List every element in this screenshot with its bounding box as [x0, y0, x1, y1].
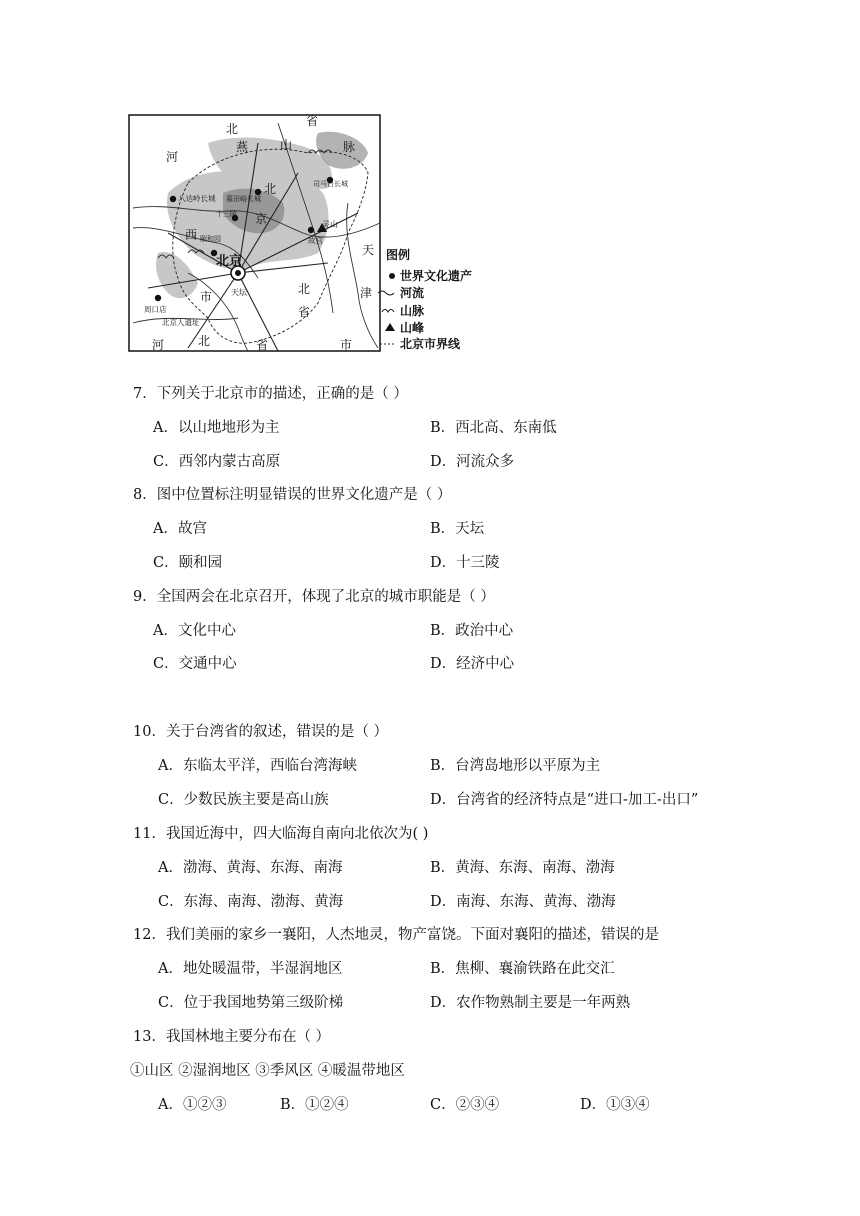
- option: A．故宫: [153, 521, 207, 537]
- question-stem: 10．关于台湾省的叙述，错误的是（ ）: [133, 724, 389, 740]
- option: A．①②③: [158, 1097, 227, 1113]
- legend-title: 图例: [386, 248, 411, 262]
- option: B．天坛: [430, 521, 485, 537]
- map-label: 周口店: [144, 305, 167, 314]
- option: C．颐和园: [153, 555, 223, 571]
- map-label: 天坛: [231, 288, 247, 297]
- option: D．①③④: [580, 1097, 650, 1113]
- question-stem: 8．图中位置标注明显错误的世界文化遗产是（ ）: [133, 487, 452, 503]
- map-label: 省: [306, 114, 319, 128]
- option: C．东海、南海、渤海、黄海: [158, 894, 344, 910]
- option: D．南海、东海、黄海、渤海: [430, 894, 616, 910]
- heritage-legend-icon: [389, 273, 395, 279]
- map-label: 天: [362, 243, 375, 257]
- question-stem: 13．我国林地主要分布在（ ）: [133, 1029, 331, 1045]
- mountain-legend-icon: [382, 310, 394, 313]
- map-label: 脉: [343, 140, 356, 154]
- option: A．东临太平洋，西临台湾海峡: [158, 758, 357, 774]
- beijing-map: [128, 113, 480, 360]
- map-label: 北京: [216, 254, 243, 269]
- map-label: 慕田峪长城: [226, 195, 261, 203]
- gugong-site-dot: [308, 227, 314, 233]
- zhoukoudian-site-dot: [155, 295, 161, 301]
- legend-item: 北京市界线: [400, 337, 461, 351]
- question-sub-items: ①山区 ②湿润地区 ③季风区 ④暖温带地区: [130, 1063, 405, 1079]
- map-label: 北: [226, 122, 239, 136]
- map-label: 故宫: [308, 236, 323, 245]
- option: C．西邻内蒙古高原: [153, 454, 281, 470]
- map-label: 市: [200, 290, 213, 304]
- badaling-site-dot: [170, 196, 176, 202]
- option: D．台湾省的经济特点是“进口-加工-出口”: [430, 792, 699, 808]
- question-stem: 12．我们美丽的家乡一襄阳，人杰地灵，物产富饶。下面对襄阳的描述，错误的是: [133, 927, 659, 943]
- option: B．西北高、东南低: [430, 420, 557, 436]
- map-label: 西: [185, 228, 198, 242]
- map-label: 省: [298, 305, 311, 319]
- map-label: 河: [166, 150, 179, 164]
- map-label: 司马台长城: [313, 180, 348, 188]
- peak-legend-icon: [385, 323, 395, 331]
- option: B．台湾岛地形以平原为主: [430, 758, 601, 774]
- map-label: 燕: [236, 140, 249, 154]
- map-label: 津: [360, 286, 373, 300]
- option: B．①②④: [280, 1097, 349, 1113]
- map-label: 省: [256, 338, 269, 352]
- map-label: 十三陵: [216, 210, 237, 218]
- option: B．政治中心: [430, 623, 514, 639]
- option: C．②③④: [430, 1097, 500, 1113]
- map-label: 京: [255, 212, 268, 226]
- map-label: 北京人遗址: [162, 318, 200, 327]
- map-label: 市: [340, 338, 353, 352]
- legend-item: 山脉: [400, 304, 425, 318]
- legend-item: 世界文化遗产: [400, 269, 473, 283]
- map-label: 北: [298, 282, 311, 296]
- option: A．地处暖温带，半湿润地区: [158, 961, 343, 977]
- map-label: 北: [198, 334, 211, 348]
- map-label: 河: [152, 338, 165, 352]
- map-legend: [378, 247, 472, 351]
- option: D．河流众多: [430, 454, 515, 470]
- option: C．交通中心: [153, 656, 237, 672]
- question-stem: 7．下列关于北京市的描述，正确的是（ ）: [133, 386, 408, 402]
- map-label: 北: [264, 182, 277, 196]
- question-stem: 9．全国两会在北京召开，体现了北京的城市职能是（ ）: [133, 589, 495, 605]
- option: D．农作物熟制主要是一年两熟: [430, 995, 631, 1011]
- option: A．文化中心: [153, 623, 236, 639]
- map-label: 颐和园: [200, 235, 221, 243]
- question-stem: 11．我国近海中，四大临海自南向北依次为( ): [133, 826, 429, 842]
- option: C．位于我国地势第三级阶梯: [158, 995, 344, 1011]
- option: A．以山地地形为主: [153, 420, 280, 436]
- option: D．十三陵: [430, 555, 500, 571]
- option: C．少数民族主要是高山族: [158, 792, 329, 808]
- option: B．焦柳、襄渝铁路在此交汇: [430, 961, 615, 977]
- legend-item: 山峰: [400, 321, 425, 335]
- map-label: 八达岭长城: [178, 194, 216, 203]
- option: B．黄海、东海、南海、渤海: [430, 860, 615, 876]
- option: A．渤海、黄海、东海、南海: [158, 860, 343, 876]
- map-label: 山: [280, 138, 293, 152]
- map-label: 灵山: [322, 220, 338, 229]
- legend-item: 河流: [400, 286, 425, 300]
- option: D．经济中心: [430, 656, 515, 672]
